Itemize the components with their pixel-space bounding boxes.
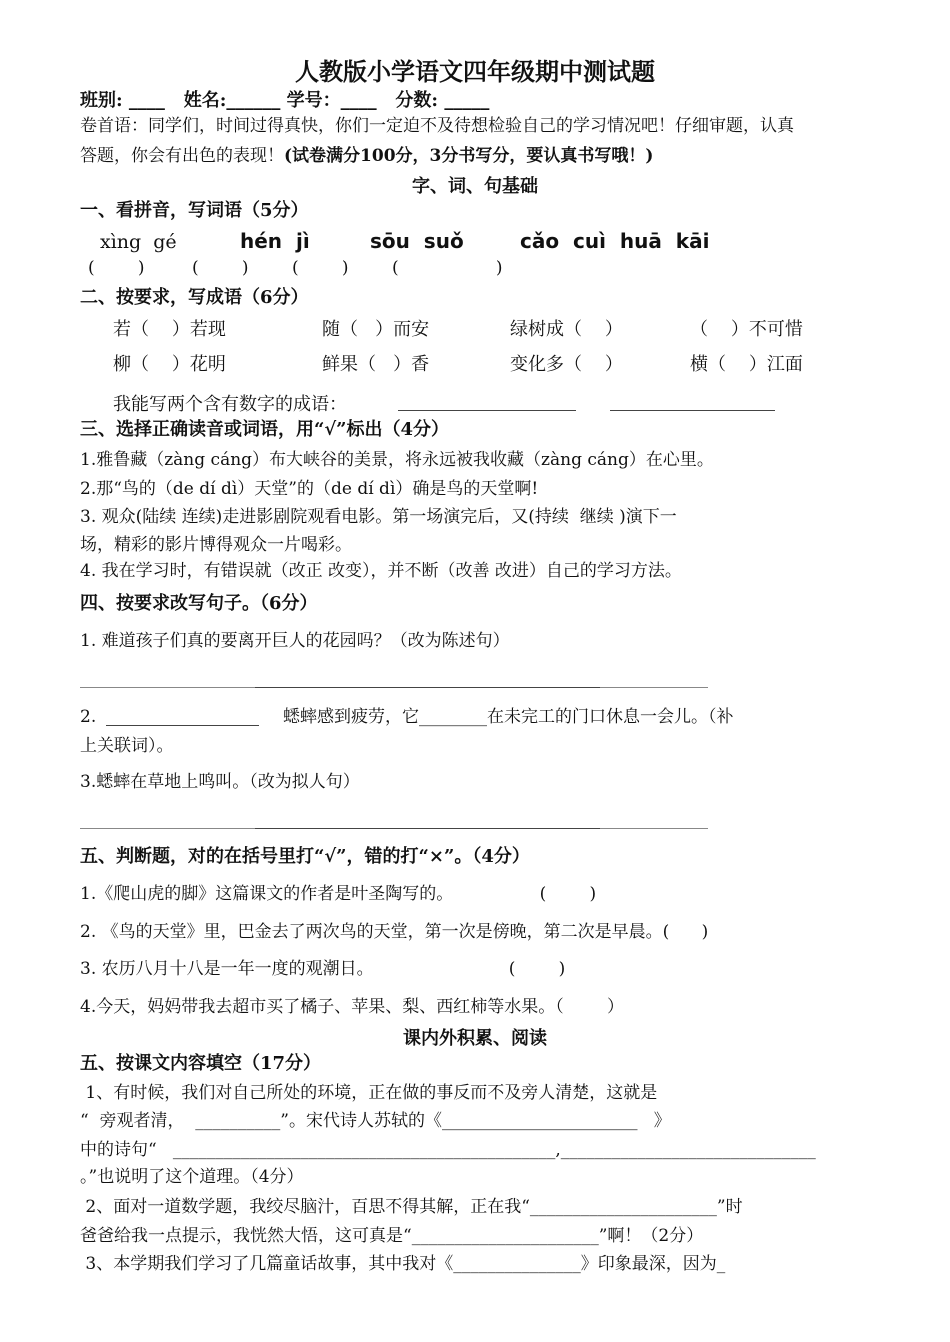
pinyin-4: cǎo cuì huā kāi [520, 229, 710, 253]
judge-item-4[interactable]: 4.今天，妈妈带我去超市买了橘子、苹果、梨、西红柿等水果。（ ） [80, 997, 624, 1017]
fill-line-3[interactable]: 中的诗句“ _____________________________________________,______________________________ [80, 1140, 816, 1160]
fill-line-2[interactable]: “ 旁观者清， __________”。宋代诗人苏轼的《_______________________ 》 [80, 1111, 671, 1131]
intro-line-2 [80, 145, 653, 167]
section-heading-basics: 字、词、句基础 [412, 176, 538, 197]
q3-line-2[interactable]: 2.那“鸟的（de dí dì）天堂”的（de dí dì）确是鸟的天堂啊! [80, 479, 539, 499]
fill-line-6[interactable]: 爸爸给我一点提示，我恍然大悟，这可真是“______________________”啊！（2分） [80, 1226, 704, 1246]
judge-item-2[interactable]: 2. 《鸟的天堂》里，巴金去了两次鸟的天堂，第一次是傍晚，第二次是早晨。( ) [80, 922, 709, 942]
q6-heading: 五、按课文内容填空（17分） [80, 1053, 322, 1074]
q4-answer-line-1-dark [255, 687, 600, 688]
idiom-item[interactable]: 柳（ ）花明 [113, 354, 226, 375]
q3-line-5[interactable]: 4. 我在学习时，有错误就（改正 改变），并不断（改善 改进）自己的学习方法。 [80, 561, 682, 581]
idiom-item[interactable]: （ ）不可惜 [690, 319, 803, 340]
number-idiom-prompt: 我能写两个含有数字的成语： [113, 394, 347, 415]
idiom-item[interactable]: 横（ ）江面 [690, 354, 803, 375]
idiom-item[interactable]: 随（ ）而安 [322, 319, 430, 340]
intro-line-1: 卷首语：同学们，时间过得真快，你们一定迫不及待想检验自己的学习情况吧！仔细审题，认真 [80, 116, 794, 136]
section-heading-reading: 课内外积累、阅读 [403, 1028, 547, 1049]
fill-line-7[interactable]: 3、本学期我们学习了几篇童话故事，其中我对《_______________》印象最深，因为_ [80, 1254, 726, 1274]
pinyin-2: hén jì [240, 229, 310, 253]
intro-text: 答题，你会有出色的表现！ [80, 146, 284, 166]
answer-bracket-2[interactable]: ( ) [192, 258, 249, 278]
fill-line-4: 。”也说明了这个道理。（4分） [80, 1167, 304, 1187]
answer-bracket-3[interactable]: ( ) [292, 258, 349, 278]
idiom-item[interactable]: 若（ ）若现 [113, 319, 226, 340]
fill-line-1: 1、有时候，我们对自己所处的环境，正在做的事反而不及旁人清楚，这就是 [80, 1083, 658, 1103]
q4-answer-line-3-dark [255, 828, 600, 829]
q4-sentence-2-number: 2. [80, 707, 97, 727]
q5-heading: 五、判断题，对的在括号里打“√”，错的打“×”。（4分） [80, 846, 530, 867]
number-idiom-answer-line-2[interactable] [610, 410, 775, 411]
idiom-item[interactable]: 鲜果（ ）香 [322, 354, 430, 375]
q4-sentence-2[interactable]: 蟋蟀感到疲劳，它________在未完工的门口休息一会儿。（补 [283, 707, 734, 727]
fill-line-5[interactable]: 2、面对一道数学题，我绞尽脑汁，百思不得其解，正在我“______________________”时 [80, 1197, 743, 1217]
judge-item-1[interactable]: 1.《爬山虎的脚》这篇课文的作者是叶圣陶写的。 ( ) [80, 884, 597, 904]
idiom-item[interactable]: 变化多（ ） [510, 354, 623, 375]
q4-sentence-2-cont: 上关联词）。 [80, 736, 174, 756]
q1-heading: 一、看拼音，写词语（5分） [80, 200, 309, 221]
number-idiom-answer-line-1[interactable] [398, 410, 576, 411]
student-info-line: 班别: ____ 姓名:______ 学号：____ 分数: _____ [80, 90, 490, 111]
answer-bracket-1[interactable]: ( ) [88, 258, 145, 278]
idiom-item[interactable]: 绿树成（ ） [510, 319, 623, 340]
q4-sentence-1: 1. 难道孩子们真的要离开巨人的花园吗？（改为陈述句） [80, 631, 510, 651]
q4-conjunction-blank[interactable] [106, 725, 259, 726]
pinyin-1: xìng gé [100, 231, 177, 253]
q3-line-1[interactable]: 1.雅鲁藏（zàng cáng）布大峡谷的美景，将永远被我收藏（zàng cáng）在心里。 [80, 450, 714, 470]
pinyin-3: sōu suǒ [370, 229, 464, 253]
q3-line-3[interactable]: 3. 观众(陆续 连续)走进影剧院观看电影。第一场演完后，又(持续 继续 )演下一 [80, 507, 677, 527]
answer-bracket-4[interactable]: ( ) [392, 258, 503, 278]
q2-heading: 二、按要求，写成语（6分） [80, 287, 309, 308]
judge-item-3[interactable]: 3. 农历八月十八是一年一度的观潮日。 ( ) [80, 959, 566, 979]
q3-line-4: 场，精彩的影片博得观众一片喝彩。 [80, 535, 352, 555]
score-note: (试卷满分100分，3分书写分，要认真书写哦！) [284, 146, 654, 166]
q4-heading: 四、按要求改写句子。（6分） [80, 593, 318, 614]
q3-heading: 三、选择正确读音或词语，用“√”标出（4分） [80, 419, 450, 440]
exam-title: 人教版小学语文四年级期中测试题 [295, 57, 655, 86]
q4-sentence-3: 3.蟋蟀在草地上鸣叫。（改为拟人句） [80, 772, 360, 792]
